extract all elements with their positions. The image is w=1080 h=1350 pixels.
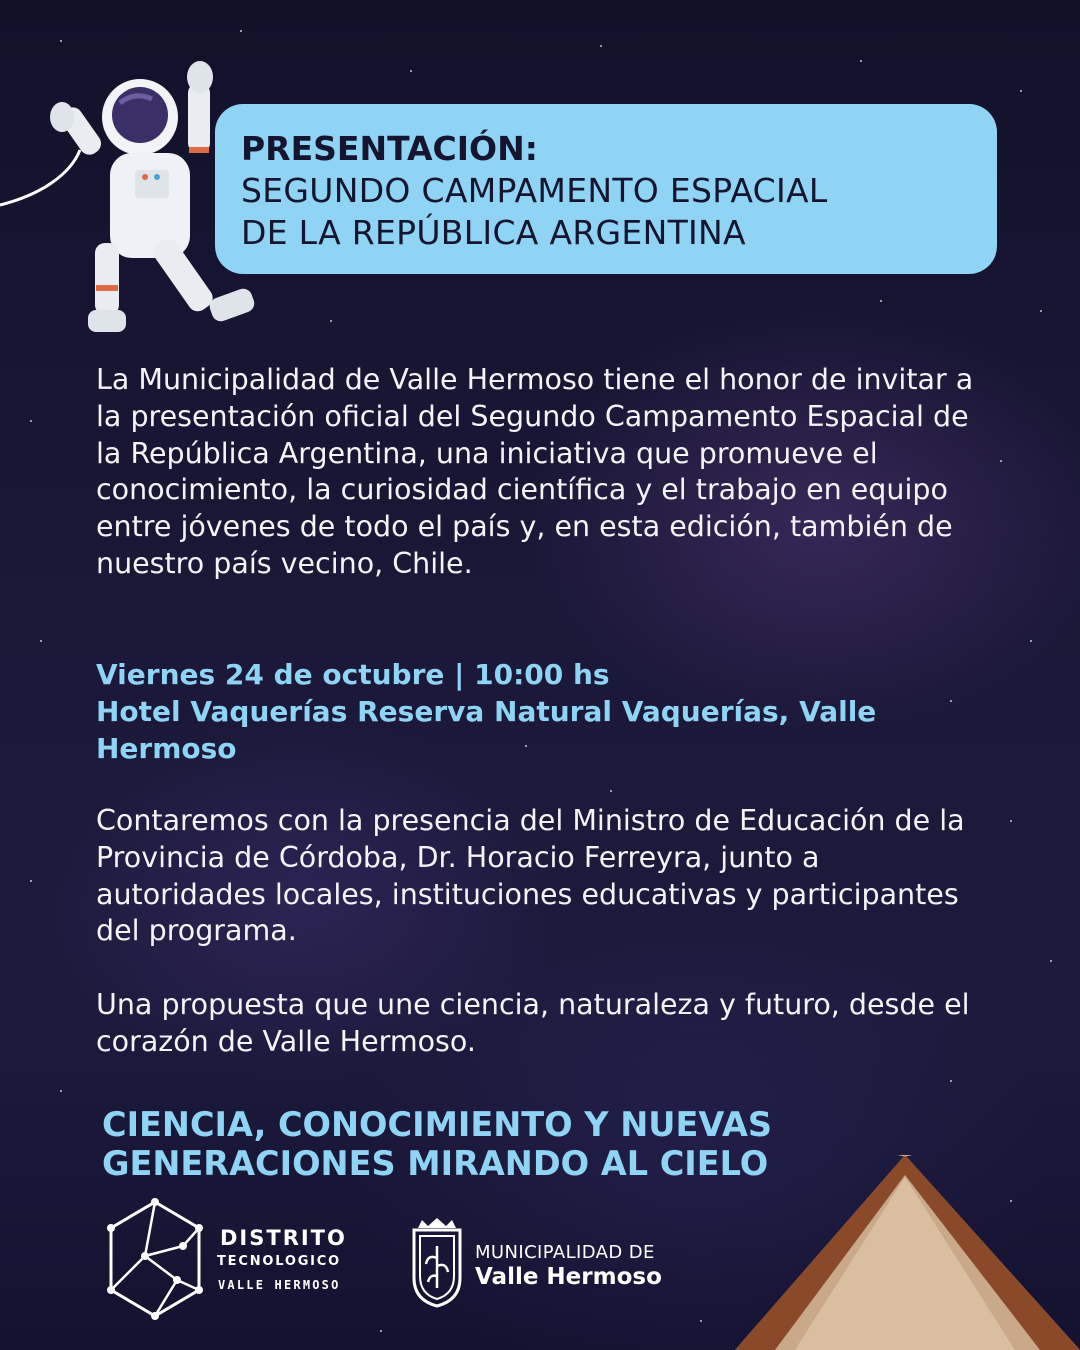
distrito-name: DISTRITO — [220, 1226, 347, 1250]
proposal-paragraph: Una propuesta que une ciencia, naturaleza y futuro, desde el corazón de Valle Hermoso. — [96, 988, 970, 1058]
distrito-hexagon-logo-icon — [105, 1198, 205, 1322]
municipalidad-name: Valle Hermoso — [475, 1264, 662, 1290]
municipalidad-label: MUNICIPALIDAD DE — [475, 1242, 655, 1263]
distrito-tecnologico-logo — [105, 1198, 355, 1322]
title-heading: PRESENTACIÓN: — [241, 129, 538, 168]
municipalidad-logo — [408, 1216, 708, 1312]
title-line-1: SEGUNDO CAMPAMENTO ESPACIAL — [241, 171, 828, 210]
event-details — [96, 656, 996, 767]
title-line-2: DE LA REPÚBLICA ARGENTINA — [241, 213, 746, 252]
tent-illustration — [735, 1155, 1080, 1350]
title-banner — [215, 104, 997, 274]
slogan: CIENCIA, CONOCIMIENTO Y NUEVAS GENERACIONES MIRANDO AL CIELO — [102, 1105, 773, 1183]
event-date-time: Viernes 24 de octubre | 10:00 hs — [96, 658, 610, 691]
intro-paragraph: La Municipalidad de Valle Hermoso tiene el honor de invitar a la presentación oficial del Segundo Campamento Espacial de la República Argentina, una iniciativa que promueve el conocimiento, la curiosidad científica y el trabajo en equipo entre jóvenes de todo el país y, en esta edición, también de nuestro país vecino, Chile. — [96, 363, 974, 580]
event-venue: Hotel Vaquerías Reserva Natural Vaquerías, Valle Hermoso — [96, 695, 877, 765]
distrito-subtitle: TECNOLOGICO — [217, 1254, 341, 1269]
presence-paragraph: Contaremos con la presencia del Ministro de Educación de la Provincia de Córdoba, Dr. Horacio Ferreyra, junto a autoridades locales, instituciones educativas y participantes del programa. — [96, 804, 965, 948]
municipal-shield-icon — [408, 1216, 466, 1308]
distrito-location: VALLE HERMOSO — [218, 1278, 341, 1292]
